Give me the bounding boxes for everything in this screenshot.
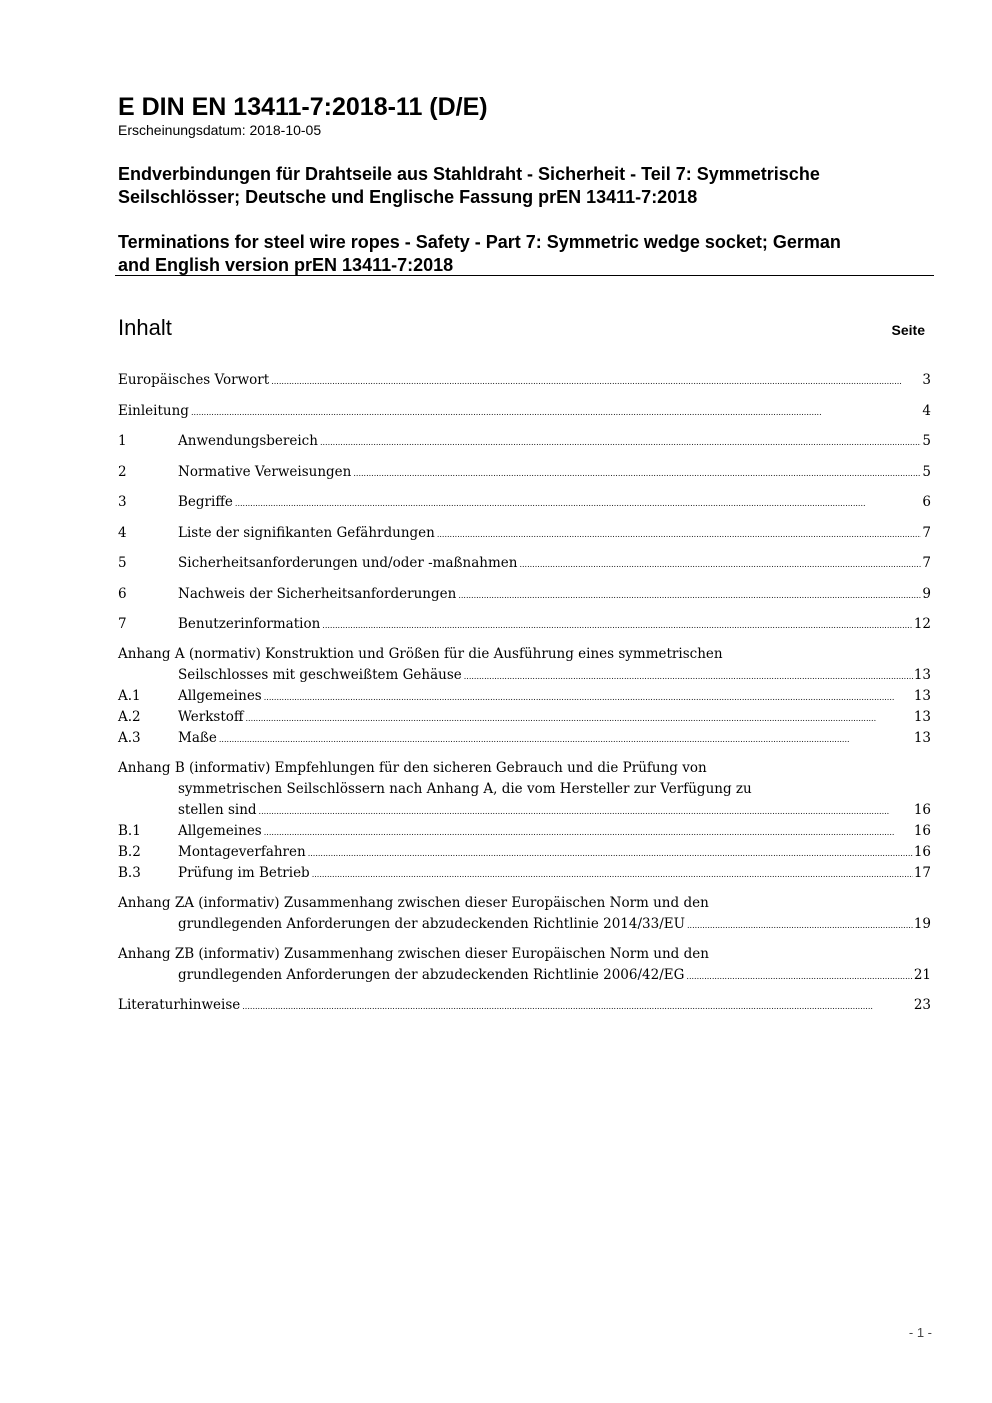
toc-entry-page: 13 — [913, 667, 931, 683]
toc-leader-dots — [245, 707, 912, 729]
toc-entry-page: 4 — [922, 402, 931, 419]
toc-entry-title: Allgemeines — [178, 823, 262, 839]
toc-entry-subsection[interactable] — [118, 842, 931, 863]
toc-entry-annex-za[interactable] — [118, 893, 931, 935]
toc-entry-foreword[interactable] — [118, 370, 931, 391]
toc-entry-title: Liste der signifikanten Gefährdungen — [178, 524, 435, 541]
toc-leader-dots — [308, 842, 913, 864]
toc-entry-section[interactable] — [118, 431, 931, 452]
toc-entry-title: Sicherheitsanforderungen und/oder -maßnahmen — [178, 555, 518, 571]
toc-entry-page: 7 — [922, 524, 931, 541]
toc-entry-title: Maße — [178, 730, 217, 746]
toc-entry-annex-a[interactable] — [118, 644, 931, 686]
toc-entry-section[interactable] — [118, 584, 931, 605]
toc-entry-title: Begriffe — [178, 494, 233, 510]
toc-leader-dots — [271, 370, 921, 392]
toc-leader-dots — [264, 686, 913, 708]
toc-entry-title: Europäisches Vorwort — [118, 372, 270, 388]
toc-entry-title: Normative Verweisungen — [178, 463, 352, 480]
toc-section-number: 5 — [118, 555, 127, 571]
toc-entry-page: 6 — [922, 494, 931, 510]
toc-annex-title-line-3-row — [118, 800, 931, 821]
toc-entry-subsection[interactable] — [118, 686, 931, 707]
toc-leader-dots — [242, 995, 913, 1017]
title-english-line-1: Terminations for steel wire ropes - Safety - Part 7: Symmetric wedge socket; German — [118, 232, 841, 252]
toc-annex-title-line-3: stellen sind — [178, 802, 257, 818]
document-header — [118, 92, 933, 277]
toc-annex-title-line-1: Anhang ZA (informativ) Zusammenhang zwischen dieser Europäischen Norm und den — [118, 895, 709, 911]
toc-leader-dots — [219, 728, 913, 750]
toc-entry-page: 16 — [913, 802, 931, 818]
toc-entry-subsection[interactable] — [118, 821, 931, 842]
toc-entry-title: Allgemeines — [178, 688, 262, 704]
page-number: - 1 - — [908, 1325, 932, 1340]
toc-entry-subsection[interactable] — [118, 728, 931, 749]
toc-section-number: B.3 — [118, 865, 141, 881]
toc-annex-title-line-2-row — [118, 965, 931, 986]
toc-entry-section[interactable] — [118, 614, 931, 635]
toc-entry-page: 16 — [913, 823, 931, 839]
toc-entry-section[interactable] — [118, 462, 931, 483]
toc-entry-page: 13 — [913, 709, 931, 725]
toc-entry-title: Benutzerinformation — [178, 616, 321, 632]
toc-section-number: A.2 — [118, 709, 141, 725]
toc-leader-dots — [458, 584, 921, 606]
title-english-line-2: and English version prEN 13411-7:2018 — [118, 255, 454, 275]
toc-leader-dots — [687, 914, 913, 936]
toc-entry-title: Nachweis der Sicherheitsanforderungen — [178, 585, 457, 602]
toc-heading: Inhalt — [118, 315, 172, 340]
toc-entry-page: 5 — [922, 433, 931, 449]
toc-leader-dots — [235, 492, 922, 514]
toc-section-number: 6 — [118, 585, 127, 602]
table-of-contents — [118, 370, 931, 1016]
publication-date: Erscheinungsdatum: 2018-10-05 — [118, 122, 322, 138]
toc-leader-dots — [259, 800, 913, 822]
toc-entry-page: 5 — [922, 463, 931, 480]
title-english — [118, 231, 933, 277]
toc-section-number: A.3 — [118, 730, 141, 746]
toc-leader-dots — [322, 614, 913, 636]
toc-section-number: 1 — [118, 433, 127, 449]
toc-annex-title-line-1: Anhang ZB (informativ) Zusammenhang zwischen dieser Europäischen Norm und den — [118, 946, 709, 962]
title-german-line-2: Seilschlösser; Deutsche und Englische Fassung prEN 13411-7:2018 — [118, 187, 698, 207]
toc-entry-title: Montageverfahren — [178, 844, 306, 860]
toc-entry-subsection[interactable] — [118, 707, 931, 728]
toc-entry-title: Prüfung im Betrieb — [178, 865, 310, 881]
toc-entry-title: Anwendungsbereich — [178, 433, 318, 449]
toc-leader-dots — [686, 965, 912, 987]
toc-entry-section[interactable] — [118, 523, 931, 544]
toc-annex-title-line-2-row — [118, 665, 931, 686]
toc-entry-page: 21 — [913, 967, 931, 983]
toc-leader-dots — [320, 431, 921, 453]
toc-entry-page: 13 — [913, 730, 931, 746]
toc-annex-title-line-2: Seilschlosses mit geschweißtem Gehäuse — [178, 667, 462, 683]
toc-entry-page: 16 — [913, 844, 931, 860]
title-german — [118, 163, 933, 209]
toc-entry-section[interactable] — [118, 492, 931, 513]
toc-entry-title: Literaturhinweise — [118, 997, 241, 1013]
toc-annex-title-line-2: symmetrischen Seilschlössern nach Anhang A, die vom Hersteller zur Verfügung zu — [178, 781, 752, 797]
toc-entry-page: 12 — [913, 616, 931, 632]
toc-annex-title-line-1: Anhang A (normativ) Konstruktion und Größen für die Ausführung eines symmetrischen — [118, 646, 723, 662]
toc-leader-dots — [353, 462, 921, 484]
toc-entry-annex-b[interactable] — [118, 758, 931, 821]
header-divider — [115, 275, 934, 276]
toc-entry-bibliography[interactable] — [118, 995, 931, 1016]
toc-entry-title: Einleitung — [118, 402, 189, 419]
toc-leader-dots — [312, 863, 913, 885]
toc-entry-section[interactable] — [118, 553, 931, 574]
toc-annex-title-line-2-row — [118, 914, 931, 935]
toc-leader-dots — [264, 821, 913, 843]
toc-entry-page: 19 — [913, 916, 931, 932]
toc-section-number: B.1 — [118, 823, 141, 839]
toc-page-label: Seite — [891, 322, 925, 338]
toc-entry-page: 3 — [922, 372, 931, 388]
toc-section-number: 7 — [118, 616, 127, 632]
toc-entry-page: 13 — [913, 688, 931, 704]
toc-entry-page: 7 — [922, 555, 931, 571]
toc-annex-title-line-2: grundlegenden Anforderungen der abzudeckenden Richtlinie 2014/33/EU — [178, 916, 685, 932]
toc-leader-dots — [519, 553, 921, 575]
toc-entry-intro[interactable] — [118, 401, 931, 422]
toc-entry-annex-zb[interactable] — [118, 944, 931, 986]
toc-section-number: B.2 — [118, 844, 141, 860]
toc-entry-page: 23 — [913, 997, 931, 1013]
toc-entry-subsection[interactable] — [118, 863, 931, 884]
document-id: E DIN EN 13411-7:2018-11 (D/E) — [118, 93, 488, 121]
toc-annex-title-line-1: Anhang B (informativ) Empfehlungen für den sicheren Gebrauch und die Prüfung von — [118, 760, 707, 776]
toc-section-number: 4 — [118, 524, 127, 541]
toc-section-number: A.1 — [118, 688, 141, 704]
toc-section-number: 3 — [118, 494, 127, 510]
toc-entry-title: Werkstoff — [178, 709, 244, 725]
toc-entry-page: 9 — [922, 585, 931, 602]
toc-leader-dots — [437, 523, 922, 545]
toc-section-number: 2 — [118, 463, 127, 480]
toc-leader-dots — [464, 665, 913, 687]
toc-leader-dots — [191, 401, 921, 423]
title-german-line-1: Endverbindungen für Drahtseile aus Stahldraht - Sicherheit - Teil 7: Symmetrische — [118, 164, 820, 184]
toc-entry-page: 17 — [913, 865, 931, 881]
toc-annex-title-line-2: grundlegenden Anforderungen der abzudeckenden Richtlinie 2006/42/EG — [178, 967, 685, 983]
